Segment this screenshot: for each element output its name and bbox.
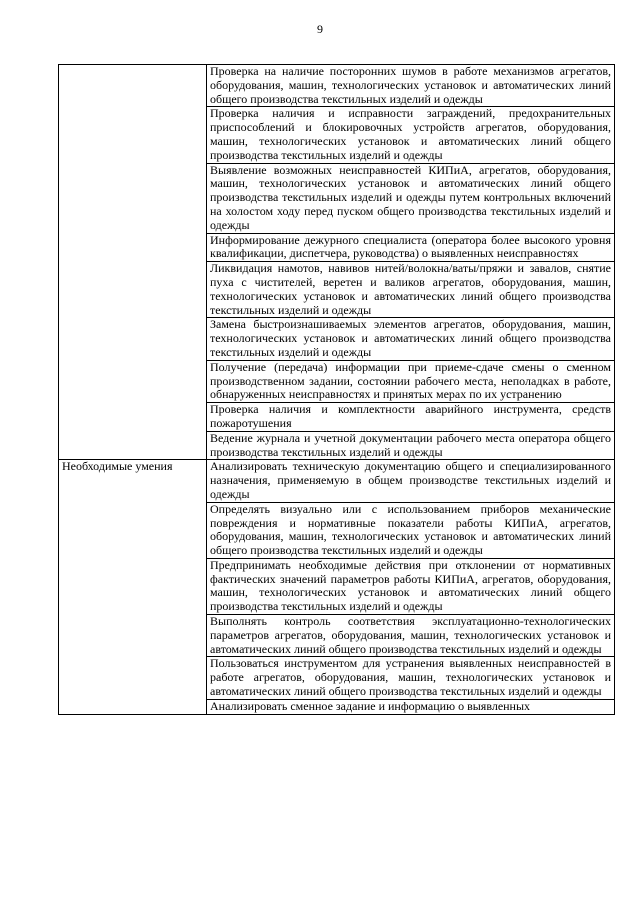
table-row xyxy=(59,65,615,107)
labor-functions-table xyxy=(58,64,615,715)
table-cell: Проверка наличия и исправности заграждений, предохранительных приспособлений и блокировочных устройств агрегатов, оборудования, машин, технологических установок и автоматических линий общего производства текстильных изделий и одежды xyxy=(207,107,615,163)
table-cell: Пользоваться инструментом для устранения выявленных неисправностей в работе агрегатов, оборудования, машин, технологических установок и автоматических линий общего производства текстильных изделий и одежды xyxy=(207,657,615,699)
table-cell: Определять визуально или с использованием приборов механические повреждения и нормативные показатели работы КИПиА, агрегатов, оборудования, машин, технологических установок и автоматических линий общего производства текстильных изделий и одежды xyxy=(207,502,615,558)
table-row xyxy=(59,460,615,502)
table-cell: Предпринимать необходимые действия при отклонении от нормативных фактических значений параметров работы КИПиА, агрегатов, оборудования, машин, технологических установок и автоматических линий общего производства текстильных изделий и одежды xyxy=(207,558,615,614)
section-label-cell xyxy=(59,65,207,460)
table-cell: Замена быстроизнашиваемых элементов агрегатов, оборудования, машин, технологических установок и автоматических линий общего производства текстильных изделий и одежды xyxy=(207,318,615,360)
page-number: 9 xyxy=(317,22,323,36)
section-label-cell: Необходимые умения xyxy=(59,460,207,714)
table-cell: Анализировать техническую документацию общего и специализированного назначения, применяемую в общем производстве текстильных изделий и одежды xyxy=(207,460,615,502)
table-cell: Выполнять контроль соответствия эксплуатационно-технологических параметров агрегатов, оборудования, машин, технологических установок и автоматических линий общего производства текстильных изделий и одежды xyxy=(207,615,615,657)
table-cell: Информирование дежурного специалиста (оператора более высокого уровня квалификации, диспетчера, руководства) о выявленных неисправностях xyxy=(207,233,615,262)
table-cell: Получение (передача) информации при приеме-сдаче смены о сменном производственном задании, состоянии рабочего места, неполадках в работе, обнаруженных неисправностях и принятых мерах по их устранению xyxy=(207,360,615,402)
table-cell: Ведение журнала и учетной документации рабочего места оператора общего производства текстильных изделий и одежды xyxy=(207,431,615,460)
table-cell: Ликвидация намотов, навивов нитей/волокна/ваты/пряжи и завалов, снятие пуха с чистителей, веретен и валиков агрегатов, оборудования, машин, технологических установок и автоматических линий общего производства текстильных изделий и одежды xyxy=(207,262,615,318)
table-cell: Выявление возможных неисправностей КИПиА, агрегатов, оборудования, машин, технологических установок и автоматических линий общего производства текстильных изделий и одежды путем контрольных включений на холостом ходу перед пуском общего производства текстильных изделий и одежды xyxy=(207,163,615,233)
table-cell: Проверка наличия и комплектности аварийного инструмента, средств пожаротушения xyxy=(207,403,615,432)
table-cell: Анализировать сменное задание и информацию о выявленных xyxy=(207,699,615,714)
table-cell: Проверка на наличие посторонних шумов в работе механизмов агрегатов, оборудования, машин, технологических установок и автоматических линий общего производства текстильных изделий и одежды xyxy=(207,65,615,107)
